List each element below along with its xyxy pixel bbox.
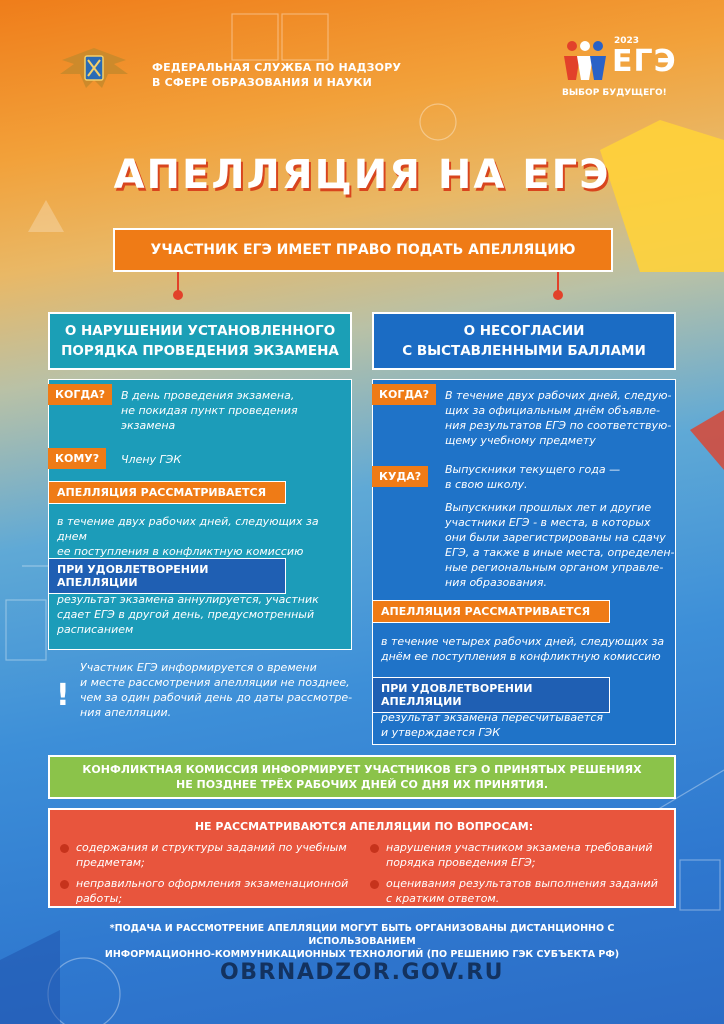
- right-when-text: [445, 388, 671, 448]
- right-when-line-4: щему учебному предмету: [445, 434, 596, 447]
- right-where-line-7: ные региональным органом управле-: [445, 561, 664, 574]
- item-3-line-2: порядка проведения ЕГЭ;: [386, 856, 536, 869]
- main-banner: УЧАСТНИК ЕГЭ ИМЕЕТ ПРАВО ПОДАТЬ АПЕЛЛЯЦИЮ: [113, 228, 613, 272]
- right-panel: [372, 379, 676, 745]
- left-when-line-3: экзамена: [121, 419, 176, 432]
- left-head-line-1: О НАРУШЕНИИ УСТАНОВЛЕННОГО: [64, 323, 336, 339]
- right-where-line-3: Выпускники прошлых лет и другие: [445, 501, 652, 514]
- left-note-text: [80, 660, 352, 720]
- right-when-line-3: ния результатов ЕГЭ по соответствую-: [445, 419, 672, 432]
- right-satisfy-tag: ПРИ УДОВЛЕТВОРЕНИИ АПЕЛЛЯЦИИ: [372, 677, 610, 713]
- right-review-line-1: в течение четырех рабочих дней, следующих за: [381, 635, 665, 648]
- commission-info-bar: [48, 755, 676, 799]
- left-review-line-1: в течение двух рабочих дней, следующих за днем: [57, 515, 319, 543]
- right-where-line-2: в свою школу.: [445, 478, 528, 491]
- item-4-line-2: с кратким ответом.: [386, 892, 500, 905]
- left-when-tag: КОГДА?: [48, 384, 112, 405]
- ege-word: ЕГЭ: [612, 44, 677, 79]
- right-satisfy-line-2: и утверждается ГЭК: [381, 726, 501, 739]
- bullet-icon: [60, 844, 69, 853]
- left-column-header: [48, 312, 352, 370]
- commission-line-2: НЕ ПОЗДНЕЕ ТРЁХ РАБОЧИХ ДНЕЙ СО ДНЯ ИХ ПРИНЯТИЯ.: [175, 778, 549, 791]
- note-exclamation-icon: !: [56, 678, 70, 713]
- item-1-line-1: содержания и структуры заданий по учебным: [76, 841, 347, 854]
- note-line-3: чем за один рабочий день до даты рассмотре-: [80, 691, 353, 704]
- right-head-line-1: О НЕСОГЛАСИИ: [463, 323, 585, 339]
- right-where-line-1: Выпускники текущего года —: [445, 463, 621, 476]
- not-considered-item-1: [76, 840, 347, 870]
- note-line-2: и месте рассмотрения апелляции не позднее,: [80, 676, 350, 689]
- rosobrnadzor-emblem: [52, 40, 136, 100]
- right-head-line-2: С ВЫСТАВЛЕННЫМИ БАЛЛАМИ: [402, 343, 646, 359]
- bullet-icon: [370, 880, 379, 889]
- note-line-4: ния апелляции.: [80, 706, 172, 719]
- right-column-header: [372, 312, 676, 370]
- agency-name: [152, 60, 401, 90]
- right-where-line-8: ния образования.: [445, 576, 547, 589]
- left-review-line-2: ее поступления в конфликтную комиссию: [57, 545, 304, 558]
- right-satisfy-line-1: результат экзамена пересчитывается: [381, 711, 604, 724]
- left-head-line-2: ПОРЯДКА ПРОВЕДЕНИЯ ЭКЗАМЕНА: [61, 343, 339, 359]
- not-considered-box: [48, 808, 676, 908]
- connector-left-dot: [173, 290, 183, 300]
- item-3-line-1: нарушения участником экзамена требований: [386, 841, 653, 854]
- left-panel: [48, 379, 352, 650]
- not-considered-heading: НЕ РАССМАТРИВАЮТСЯ АПЕЛЛЯЦИИ ПО ВОПРОСАМ:: [194, 820, 534, 833]
- note-line-1: Участник ЕГЭ информируется о времени: [80, 661, 317, 674]
- left-when-line-2: не покидая пункт проведения: [121, 404, 298, 417]
- bullet-icon: [60, 880, 69, 889]
- footnote: [72, 922, 652, 961]
- left-review-text: [57, 514, 351, 559]
- left-when-line-1: В день проведения экзамена,: [121, 389, 295, 402]
- left-whom-text: Члену ГЭК: [121, 453, 182, 466]
- right-review-line-2: днём ее поступления в конфликтную комиссию: [381, 650, 661, 663]
- ege-year: 2023: [614, 36, 640, 46]
- commission-line-1: КОНФЛИКТНАЯ КОМИССИЯ ИНФОРМИРУЕТ УЧАСТНИКОВ ЕГЭ О ПРИНЯТЫХ РЕШЕНИЯХ: [82, 763, 642, 776]
- right-review-tag: АПЕЛЛЯЦИЯ РАССМАТРИВАЕТСЯ: [372, 600, 610, 623]
- right-when-line-2: щих за официальным днём объявле-: [445, 404, 660, 417]
- ege-slogan: ВЫБОР БУДУЩЕГО!: [562, 88, 667, 98]
- right-when-tag: КОГДА?: [372, 384, 436, 405]
- item-4-line-1: оценивания результатов выполнения заданий: [386, 877, 658, 890]
- not-considered-item-4: [386, 876, 658, 906]
- right-where-text-2: [445, 500, 675, 590]
- right-satisfy-text: [381, 710, 603, 740]
- right-review-text: [381, 634, 664, 664]
- left-satisfy-line-1: результат экзамена аннулируется, участник: [57, 593, 319, 606]
- right-where-line-6: ЕГЭ, а также в иные места, определен-: [445, 546, 675, 559]
- right-where-line-4: участники ЕГЭ - в места, в которых: [445, 516, 651, 529]
- item-2-line-2: работы;: [76, 892, 123, 905]
- left-satisfy-text: [57, 592, 319, 637]
- right-where-tag: КУДА?: [372, 466, 428, 487]
- ege-people-icon: [562, 40, 608, 82]
- left-when-text: [121, 388, 298, 433]
- connector-right-dot: [553, 290, 563, 300]
- footnote-line-2: ИНФОРМАЦИОННО-КОММУНИКАЦИОННЫХ ТЕХНОЛОГИЙ (ПО РЕШЕНИЮ ГЭК СУБЪЕКТА РФ): [104, 949, 620, 960]
- item-1-line-2: предметам;: [76, 856, 145, 869]
- left-whom-tag: КОМУ?: [48, 448, 106, 469]
- right-when-line-1: В течение двух рабочих дней, следую-: [445, 389, 672, 402]
- left-satisfy-tag: ПРИ УДОВЛЕТВОРЕНИИ АПЕЛЛЯЦИИ: [48, 558, 286, 594]
- right-where-line-5: они были зарегистрированы на сдачу: [445, 531, 666, 544]
- not-considered-item-2: [76, 876, 348, 906]
- left-review-tag: АПЕЛЛЯЦИЯ РАССМАТРИВАЕТСЯ: [48, 481, 286, 504]
- right-where-text-1: [445, 462, 620, 492]
- agency-line-2: В СФЕРЕ ОБРАЗОВАНИЯ И НАУКИ: [152, 76, 373, 89]
- left-satisfy-line-2: сдает ЕГЭ в другой день, предусмотренный: [57, 608, 315, 621]
- agency-line-1: ФЕДЕРАЛЬНАЯ СЛУЖБА ПО НАДЗОРУ: [152, 61, 402, 74]
- left-satisfy-line-3: расписанием: [57, 623, 134, 636]
- not-considered-item-3: [386, 840, 653, 870]
- item-2-line-1: неправильного оформления экзаменационной: [76, 877, 349, 890]
- page-title: АПЕЛЛЯЦИЯ НА ЕГЭ: [113, 152, 611, 198]
- website-link[interactable]: OBRNADZOR.GOV.RU: [220, 960, 504, 985]
- bullet-icon: [370, 844, 379, 853]
- footnote-line-1: *ПОДАЧА И РАССМОТРЕНИЕ АПЕЛЛЯЦИИ МОГУТ БЫТЬ ОРГАНИЗОВАНЫ ДИСТАНЦИОННО С ИСПОЛЬЗОВАНИЕМ: [109, 923, 615, 947]
